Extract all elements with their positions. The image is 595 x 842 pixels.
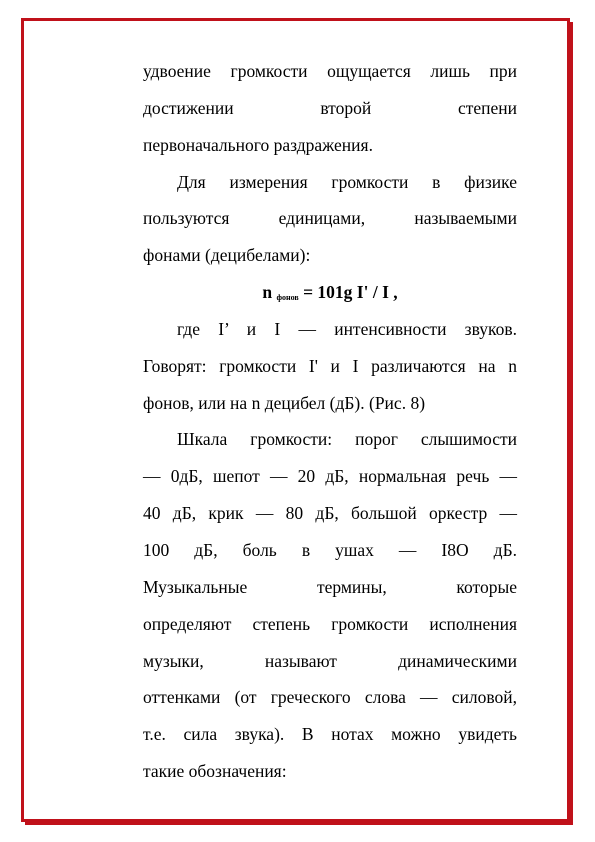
text-line: фонами (децибелами):	[143, 245, 311, 266]
document-text	[143, 57, 517, 794]
text-line: Музыкальные термины, которые	[143, 576, 517, 597]
formula-subscript: фонов	[276, 293, 299, 303]
text-line: Говорят: громкости I' и I различаются на n	[143, 355, 517, 376]
text-line: Для измерения громкости в физике	[177, 171, 517, 192]
text-line: фонов, или на n децибел (дБ). (Рис. 8)	[143, 392, 426, 413]
text-line: т.е. сила звука). В нотах можно увидеть	[143, 724, 517, 745]
formula	[143, 278, 517, 315]
text-line: оттенками (от греческого слова — силовой,	[143, 687, 517, 708]
formula-lhs: n	[262, 282, 273, 303]
page-border-shadow	[570, 22, 573, 825]
formula-rhs: = 101g I' / I ,	[303, 282, 398, 303]
text-line: где I’ и I — интенсивности звуков.	[177, 318, 517, 339]
text-line: такие обозначения:	[143, 761, 287, 782]
text-line: первоначального раздражения.	[143, 134, 373, 155]
text-line: удвоение громкости ощущается лишь при	[143, 61, 517, 81]
text-line: музыки, называют динамическими	[143, 650, 517, 671]
text-line: 40 дБ, крик — 80 дБ, большой оркестр —	[143, 503, 517, 524]
text-line: пользуются единицами, называемыми	[143, 208, 517, 229]
text-line: 100 дБ, боль в ушах — I8O дБ.	[143, 539, 517, 560]
text-line: достижении второй степени	[143, 97, 517, 118]
text-line: Шкала громкости: порог слышимости	[177, 429, 517, 450]
text-line: определяют степень громкости исполнения	[143, 613, 517, 634]
text-line: — 0дБ, шепот — 20 дБ, нормальная речь —	[143, 466, 517, 487]
